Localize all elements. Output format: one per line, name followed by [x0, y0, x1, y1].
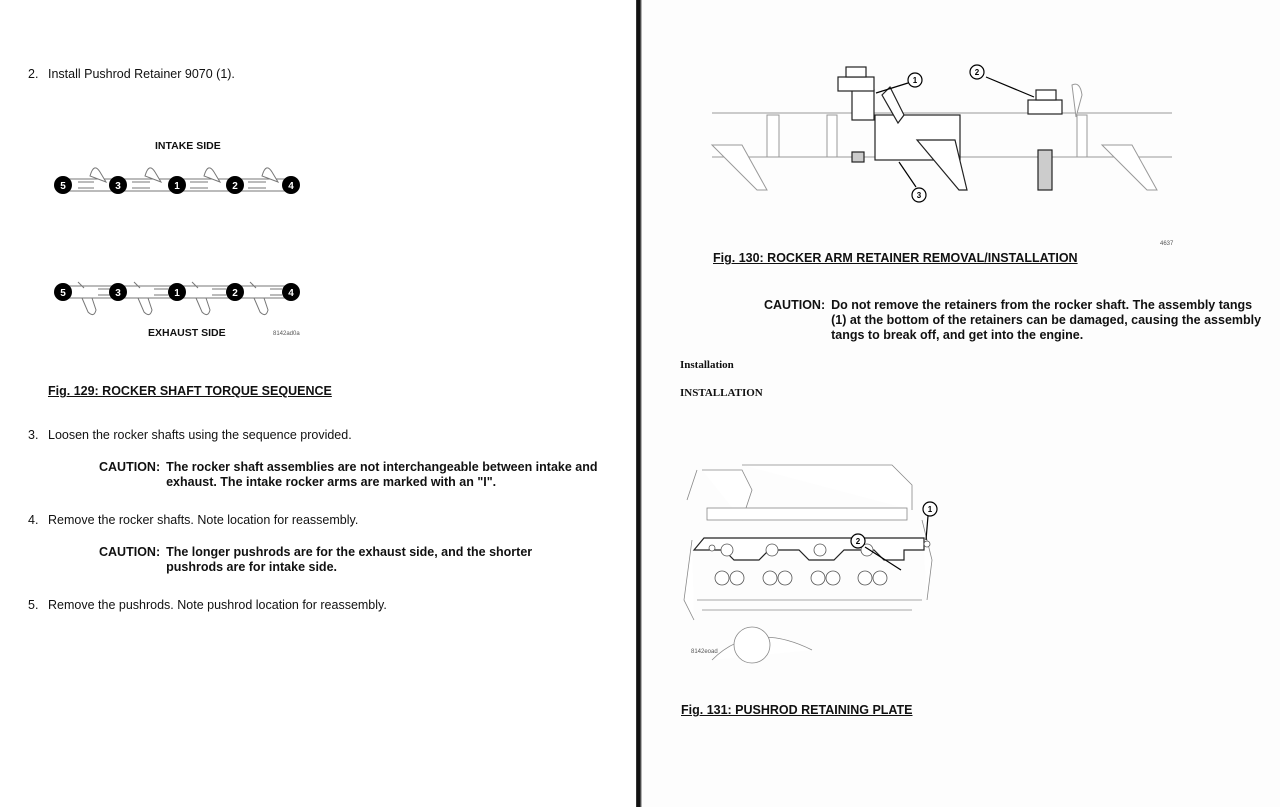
sequence-number: 5	[60, 288, 66, 299]
right-page	[642, 0, 1280, 807]
rocker-arm-retainer-diagram	[712, 55, 1192, 215]
caution-text: The longer pushrods are for the exhaust side, and the shorter pushrods are for intake side.	[166, 545, 533, 574]
step-number: 3.	[28, 428, 39, 442]
step-3	[28, 428, 352, 442]
image-code: 4637	[1160, 241, 1174, 247]
caution-label: CAUTION:	[99, 460, 161, 474]
caution-label: CAUTION:	[99, 545, 161, 559]
callout-number: 2	[855, 537, 861, 546]
sequence-number: 5	[60, 181, 66, 192]
figure-caption: Fig. 129: ROCKER SHAFT TORQUE SEQUENCE	[48, 384, 332, 398]
sequence-number: 1	[174, 181, 180, 192]
sequence-number: 4	[288, 181, 294, 192]
intake-rocker-shaft-diagram	[50, 160, 310, 210]
sequence-number: 1	[174, 288, 180, 299]
callout-number: 1	[912, 76, 918, 85]
sequence-number: 2	[232, 181, 238, 192]
step-5	[28, 598, 387, 612]
caution-note	[99, 460, 599, 490]
sequence-number: 4	[288, 288, 294, 299]
step-text: Remove the rocker shafts. Note location for reassembly.	[48, 513, 359, 527]
exhaust-rocker-shaft-diagram	[50, 270, 310, 320]
step-text: Loosen the rocker shafts using the sequence provided.	[48, 428, 352, 442]
figure-caption: Fig. 130: ROCKER ARM RETAINER REMOVAL/INSTALLATION	[713, 251, 1078, 265]
step-text: Remove the pushrods. Note pushrod location for reassembly.	[48, 598, 387, 612]
step-text: Install Pushrod Retainer 9070 (1).	[48, 67, 235, 81]
caution-note	[764, 298, 1264, 343]
section-title: Installation	[680, 359, 734, 371]
step-4	[28, 513, 358, 527]
caution-note	[99, 545, 569, 575]
step-number: 5.	[28, 598, 39, 612]
image-code: 8142eoad	[691, 649, 718, 655]
caution-label: CAUTION:	[764, 298, 826, 312]
intake-side-label: INTAKE SIDE	[155, 140, 221, 152]
caution-text: Do not remove the retainers from the rocker shaft. The assembly tangs (1) at the bottom of the retainers can be damaged, causing the assembly tangs to break off, and get into the engine.	[831, 298, 1262, 342]
image-code: 8142ad0a	[273, 331, 300, 337]
figure-caption: Fig. 131: PUSHROD RETAINING PLATE	[681, 703, 913, 717]
step-2	[28, 67, 235, 81]
sequence-number: 3	[115, 181, 121, 192]
callout-number: 3	[916, 191, 922, 200]
step-number: 4.	[28, 513, 39, 527]
section-heading: INSTALLATION	[680, 387, 763, 399]
sequence-number: 3	[115, 288, 121, 299]
sequence-number: 2	[232, 288, 238, 299]
callout-number: 2	[974, 68, 980, 77]
exhaust-side-label: EXHAUST SIDE	[148, 327, 226, 339]
caution-text: The rocker shaft assemblies are not interchangeable between intake and exhaust. The intake rocker arms are marked with an "I".	[166, 460, 598, 489]
pushrod-retaining-plate-diagram	[682, 460, 942, 660]
step-number: 2.	[28, 67, 39, 81]
left-page	[0, 0, 636, 807]
callout-number: 1	[927, 505, 933, 514]
